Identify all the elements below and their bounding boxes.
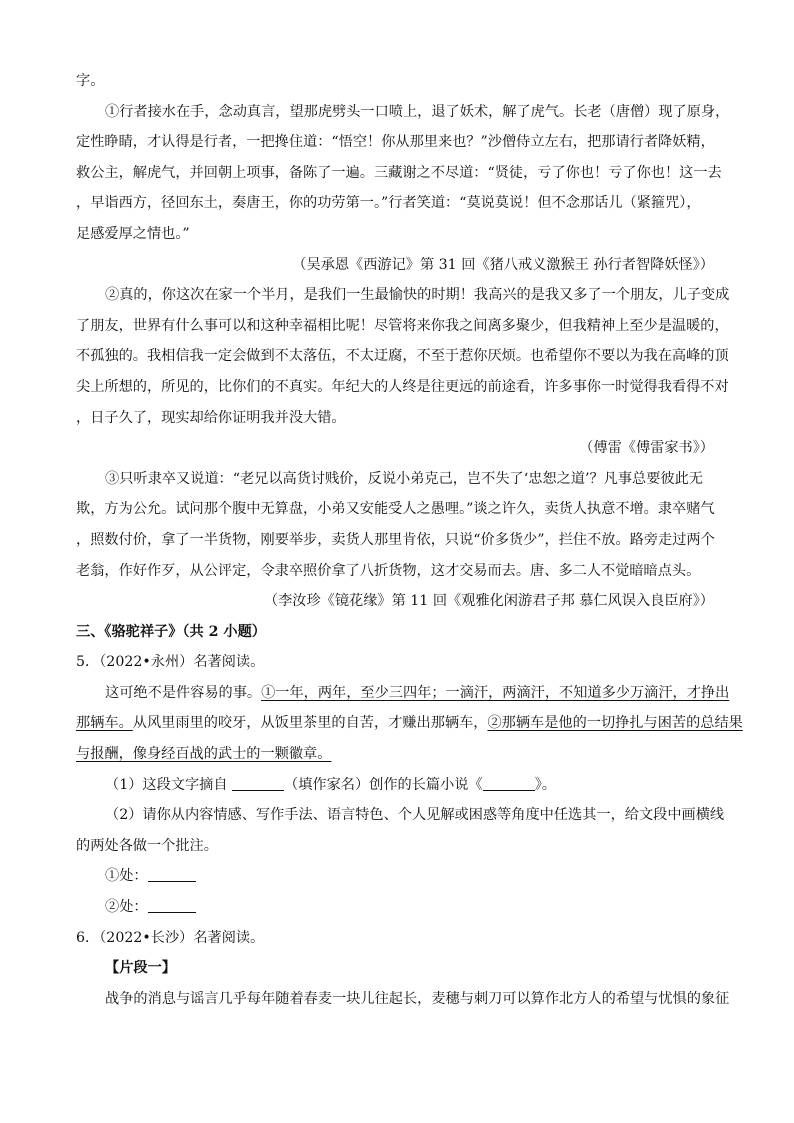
annotation-1-blank[interactable]	[148, 865, 196, 882]
sub-question-1	[76, 770, 722, 801]
annotation-1	[76, 861, 722, 892]
author-answer-blank[interactable]	[232, 774, 284, 791]
passage-2	[76, 280, 730, 464]
passage-2-line: ②真的，你这次在家一个半月，是我们一生最愉快的时期！我高兴的是我又多了一个朋友，儿子变成	[105, 287, 730, 304]
passage-3-line: ③只听隶卒又说道：“老兄以高货讨贱价，反说小弟克己，岂不失了‘忠恕之道’？凡事总要彼此无	[105, 470, 703, 487]
passage-1-source: （吴承恩《西游记》第 31 回《猪八戒义激猴王 孙行者智降妖怪》）	[292, 256, 714, 273]
underlined-text-1-end: 那辆车。	[76, 715, 133, 732]
passage-2-line: 了朋友，世界有什么事可以和这种幸福相比呢！尽管将来你我之间离多聚少，但我精神上至少是温暖的，	[76, 317, 729, 334]
sub-question-1-text: 》。	[534, 776, 556, 793]
underlined-text-2-end: 与报酬，像身经百战的武士的一颗徽章。	[76, 746, 332, 763]
fragment-1-text-line: 战争的消息与谣言几乎每年随着春麦一块儿往起长，麦穗与刺刀可以算作北方人的希望与忧惧的象征	[105, 990, 730, 1007]
passage-3-line: 老翁，作好作歹，从公评定，令隶卒照价拿了八折货物，这才交易而去。唐、多二人不觉暗暗点头。	[76, 562, 701, 579]
underlined-text-1: ①一年，两年，至少三四年；一滴汗，两滴汗，不知道多少万滴汗，才挣出	[261, 684, 730, 701]
passage-3-source: （李汝珍《镜花缘》第 11 回《观雅化闲游君子邦 慕仁风误入良臣府》）	[263, 593, 714, 610]
passage-1-line: ①行者接水在手，念动真言，望那虎劈头一口喷上，退了妖术，解了虎气。长老（唐僧）现了原身，	[105, 103, 730, 120]
passage-1-line: 定性睁睛，才认得是行者，一把搀住道：“悟空！你从那里来也？”沙僧侍立左右，把那请行者降妖精，	[76, 134, 715, 151]
sub-question-2: 的两处各做一个批注。	[76, 837, 218, 854]
passage-1-line: 救公主，解虎气，并回朝上项事，备陈了一遍。三藏谢之不尽道：“贤徒，亏了你也！亏了你也！这一去	[76, 164, 722, 181]
passage-1-line: 足感爱厚之情也。”	[76, 225, 190, 242]
passage-1-line: ，早诣西方，径回东土，奏唐王，你的功劳第一。”行者笑道：“莫说莫说！但不念那话儿（紧箍咒），	[76, 195, 701, 212]
sub-question-2: （2）请你从内容情感、写作手法、语言特色、个人见解或困惑等角度中任选其一，给文段中画横线	[105, 807, 725, 824]
passage-2-line: 不孤独的。我相信我一定会做到不太落伍，不太迂腐，不至于惹你厌烦。也希望你不要以为我在高峰的顶	[76, 348, 729, 365]
passage-3	[76, 464, 722, 617]
passage-2-source: （傅雷《傅雷家书》）	[579, 440, 714, 457]
question-6	[76, 923, 730, 1015]
question-5-text-line	[76, 739, 722, 770]
question-5-label: 5．（2022•永州）名著阅读。	[76, 654, 265, 671]
passage-2-line: 尖上所想的，所见的，比你们的不真实。年纪大的人终是往更远的前途看，许多事你一时觉得我看得不对	[76, 378, 729, 395]
fragment-heading: 【片段一】	[105, 960, 176, 977]
passage-2-line: ，日子久了，现实却给你证明我并没大错。	[76, 409, 346, 426]
question-6-label: 6．（2022•长沙）名著阅读。	[76, 929, 265, 946]
sub-question-1-text: （填作家名）创作的长篇小说《	[284, 776, 483, 793]
passage-3-line: 欺，方为公允。试问那个腹中无算盘，小弟又安能受人之愚哩。”谈之许久，卖货人执意不增。隶卒赌气	[76, 501, 715, 518]
question-5-text-line	[76, 708, 743, 739]
document-content	[76, 66, 743, 1014]
text-plain: 从风里雨里的咬牙，从饭里茶里的自苦，才赚出那辆车，	[132, 715, 488, 732]
annotation-2	[76, 892, 722, 923]
question-5	[76, 647, 743, 922]
annotation-2-blank[interactable]	[148, 896, 196, 913]
sub-question-1-text: （1）这段文字摘自	[105, 776, 233, 793]
passage-3-line: ，照数付价，拿了一半货物，刚要举步，卖货人那里肯依，只说“价多货少”，拦住不放。路旁走过两个	[76, 531, 715, 548]
question-5-text-line	[76, 678, 730, 709]
underlined-text-2: ②那辆车是他的一切挣扎与困苦的总结果	[487, 715, 743, 732]
annotation-1-label: ①处：	[105, 868, 148, 885]
passage-0-tail: 字。	[76, 73, 105, 89]
text-plain: 这可绝不是件容易的事。	[105, 684, 262, 701]
novel-answer-blank[interactable]	[483, 774, 535, 791]
annotation-2-label: ②处：	[105, 899, 148, 916]
section-heading: 三、《骆驼祥子》（共 2 小题）	[76, 623, 266, 640]
passage-1	[76, 97, 730, 281]
